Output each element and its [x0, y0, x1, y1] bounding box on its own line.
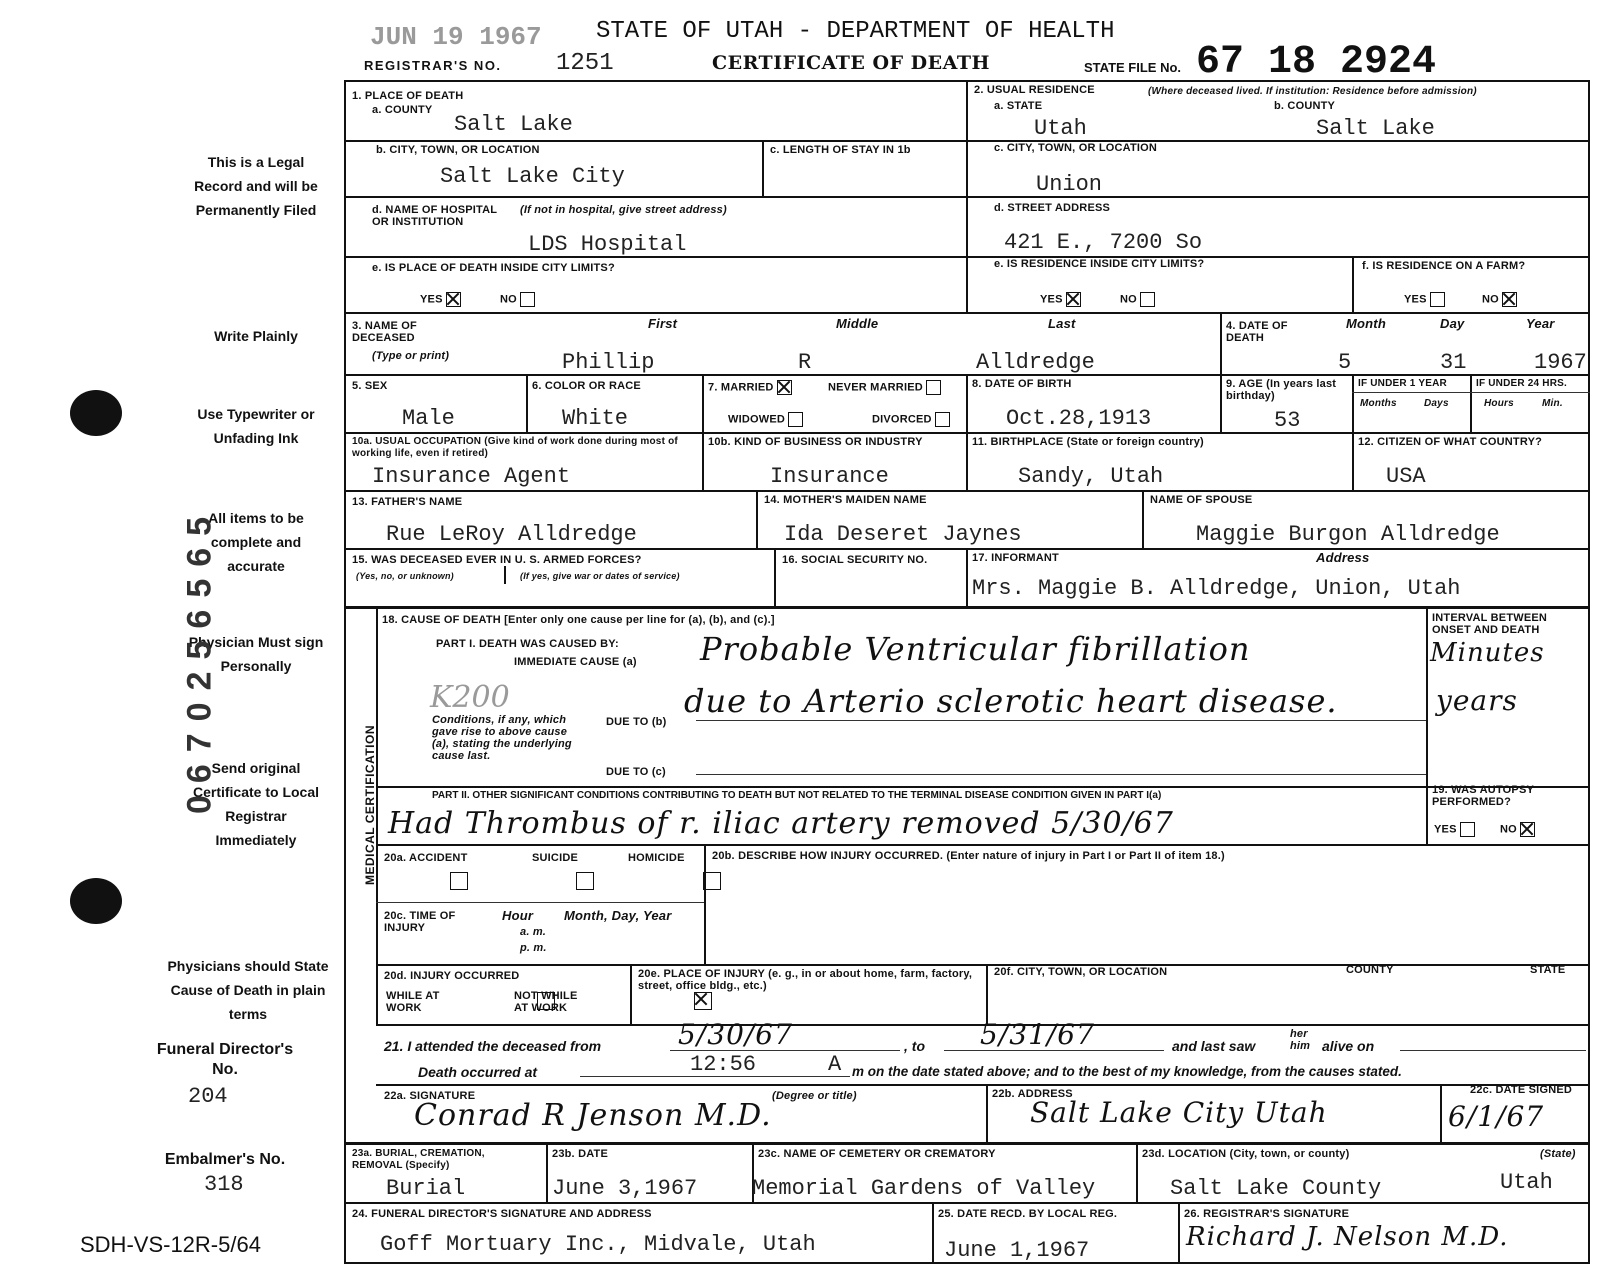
sidebar-embalmer-number: 318 [204, 1172, 244, 1197]
burial-state-value: Utah [1500, 1170, 1553, 1195]
widowed-option: WIDOWED [728, 412, 803, 427]
classification-code: K200 [430, 680, 510, 715]
homicide-label: HOMICIDE [628, 852, 685, 864]
residence-state-label: a. STATE [994, 100, 1043, 112]
death-county-value: Salt Lake [454, 112, 573, 137]
dob-label: 8. DATE OF BIRTH [972, 378, 1072, 390]
date-of-death-label: 4. DATE OF DEATH [1226, 320, 1288, 344]
residence-city-value: Union [1036, 172, 1103, 197]
spouse-value: Maggie Burgon Alldredge [1196, 522, 1500, 547]
divorced-option: DIVORCED [872, 412, 950, 427]
alive-on-label: alive on [1322, 1038, 1375, 1054]
occupation-label: 10a. USUAL OCCUPATION (Give kind of work done during most of working life, even if retired) [352, 436, 678, 459]
residence-county-label: b. COUNTY [1274, 100, 1336, 112]
form-number: SDH-VS-12R-5/64 [80, 1232, 261, 1257]
armed-forces-label: 15. WAS DECEASED EVER IN U. S. ARMED FORCES? [352, 554, 642, 566]
burial-location-label: 23d. LOCATION (City, town, or county) [1142, 1148, 1350, 1160]
autopsy-no: NO [1500, 822, 1535, 837]
sidebar-send-original: Send original Certificate to Local Registrar Immediately [192, 760, 320, 848]
registrar-signature: Richard J. Nelson M.D. [1186, 1222, 1509, 1252]
registrar-signature-label: 26. REGISTRAR'S SIGNATURE [1184, 1208, 1350, 1220]
state-file-label: STATE FILE No. [1084, 60, 1182, 75]
sidebar-complete: All items to be complete and accurate [208, 510, 304, 574]
death-county-label: a. COUNTY [372, 104, 433, 116]
months-label: Months [1360, 398, 1397, 409]
under-24-hrs-label: IF UNDER 24 HRS. [1476, 378, 1567, 389]
mother-value: Ida Deseret Jaynes [784, 522, 1022, 547]
hours-label: Hours [1484, 398, 1514, 409]
residence-county-value: Salt Lake [1316, 116, 1435, 141]
attended-to-value: 5/31/67 [980, 1018, 1095, 1051]
citizen-value: USA [1386, 464, 1426, 489]
occupation-value: Insurance Agent [372, 464, 571, 489]
farm-yes-checkbox[interactable] [1430, 292, 1445, 307]
date-received-label: 25. DATE RECD. BY LOCAL REG. [938, 1208, 1118, 1220]
injury-city-label: 20f. CITY, TOWN, OR LOCATION [994, 966, 1168, 978]
death-inside-limits-label: e. IS PLACE OF DEATH INSIDE CITY LIMITS? [372, 262, 615, 274]
due-to-b-value: due to Arterio sclerotic heart disease. [684, 682, 1338, 720]
birthplace-label: 11. BIRTHPLACE (State or foreign country) [972, 436, 1204, 448]
farm-no-checkbox[interactable] [1502, 292, 1517, 307]
divorced-checkbox[interactable] [935, 412, 950, 427]
immediate-cause-label: IMMEDIATE CAUSE (a) [514, 656, 637, 668]
under-1-year-label: IF UNDER 1 YEAR [1358, 378, 1447, 389]
burial-method-label: 23a. BURIAL, CREMATION, REMOVAL (Specify) [352, 1148, 485, 1171]
burial-date-value: June 3,1967 [552, 1176, 698, 1201]
armed-forces-note-2: (If yes, give war or dates of service) [520, 571, 680, 581]
cemetery-label: 23c. NAME OF CEMETERY OR CREMATORY [758, 1148, 996, 1160]
informant-address-label: Address [1316, 550, 1370, 565]
part1-label: PART I. DEATH WAS CAUSED BY: [436, 638, 619, 650]
residence-inside-no-checkbox[interactable] [1140, 292, 1155, 307]
conditions-label: Conditions, if any, which gave rise to above cause (a), stating the underlying cause last. [432, 714, 572, 762]
sex-label: 5. SEX [352, 380, 388, 392]
farm-no: NO [1482, 292, 1517, 307]
part2-label: PART II. OTHER SIGNIFICANT CONDITIONS CONTRIBUTING TO DEATH BUT NOT RELATED TO THE TERMINAL DISEASE CONDITION GIVEN IN PART I(a) [432, 790, 1162, 801]
dob-value: Oct.28,1913 [1006, 406, 1152, 431]
father-label: 13. FATHER'S NAME [352, 496, 463, 508]
received-stamp: JUN 19 1967 [370, 22, 542, 52]
sidebar-physicians-cause: Physicians should State Cause of Death in plain terms [167, 958, 329, 1022]
hospital-note: (If not in hospital, give street address) [520, 204, 727, 216]
interval-label: INTERVAL BETWEEN ONSET AND DEATH [1432, 612, 1548, 636]
autopsy-yes-checkbox[interactable] [1460, 822, 1475, 837]
first-name-value: Phillip [562, 350, 655, 375]
residence-inside-yes: YES [1040, 292, 1081, 307]
injury-state-label: STATE [1530, 964, 1566, 976]
date-signed-value: 6/1/67 [1448, 1100, 1545, 1133]
residence-note: (Where deceased lived. If institution: Residence before admission) [1148, 86, 1477, 97]
hospital-value: LDS Hospital [528, 232, 687, 257]
sex-value: Male [402, 406, 455, 431]
residence-street-label: d. STREET ADDRESS [994, 202, 1111, 214]
sidebar-legal-record: This is a Legal Record and will be Permanently Filed [194, 154, 318, 218]
death-month-value: 5 [1338, 350, 1352, 375]
ssn-label: 16. SOCIAL SECURITY NO. [782, 554, 928, 566]
attended-from-value: 5/30/67 [678, 1018, 793, 1051]
deceased-name-label: 3. NAME OF DECEASED [352, 320, 417, 344]
her-him-label: her him [1290, 1028, 1311, 1052]
burial-method-value: Burial [386, 1176, 466, 1201]
informant-label: 17. INFORMANT [972, 552, 1059, 564]
place-of-death-label: 1. PLACE OF DEATH [352, 90, 464, 102]
date-signed-label: 22c. DATE SIGNED [1470, 1084, 1573, 1096]
accident-checkbox[interactable] [450, 872, 468, 890]
last-name-label: Last [1048, 316, 1076, 331]
last-name-value: Alldredge [976, 350, 1095, 375]
pm-label: p. m. [520, 942, 547, 954]
cause-of-death-label: 18. CAUSE OF DEATH [Enter only one cause per line for (a), (b), and (c).] [382, 614, 775, 626]
farm-yes: YES [1404, 292, 1445, 307]
residence-city-label: c. CITY, TOWN, OR LOCATION [994, 142, 1158, 154]
medical-certification-vertical: MEDICAL CERTIFICATION [363, 724, 377, 886]
death-city-label: b. CITY, TOWN, OR LOCATION [376, 144, 540, 156]
physician-signature: Conrad R Jenson M.D. [414, 1098, 772, 1133]
never-married-option: NEVER MARRIED [828, 380, 941, 395]
death-city-value: Salt Lake City [440, 164, 625, 189]
attended-label: 21. I attended the deceased from [384, 1038, 602, 1054]
burial-location-value: Salt Lake County [1170, 1176, 1382, 1201]
never-married-checkbox[interactable] [926, 380, 941, 395]
injury-how-label: 20b. DESCRIBE HOW INJURY OCCURRED. (Enter nature of injury in Part I or Part II of item 18.) [712, 850, 1225, 862]
birthplace-value: Sandy, Utah [1018, 464, 1164, 489]
sidebar-funeral-label: Funeral Director's No. [156, 1041, 294, 1078]
spouse-label: NAME OF SPOUSE [1150, 494, 1253, 506]
death-occurred-at-label: Death occurred at [418, 1064, 538, 1080]
injury-occurred-label: 20d. INJURY OCCURRED [384, 970, 520, 982]
certificate-title: CERTIFICATE OF DEATH [712, 52, 990, 74]
hour-label: Hour [502, 908, 534, 923]
place-of-injury-label: 20e. PLACE OF INJURY (e. g., in or about home, farm, factory, street, office bldg., etc.) [638, 968, 973, 992]
residence-label: 2. USUAL RESIDENCE [974, 84, 1095, 96]
armed-forces-note-1: (Yes, no, or unknown) [356, 571, 454, 581]
first-name-label: First [648, 316, 678, 331]
father-value: Rue LeRoy Alldredge [386, 522, 637, 547]
race-value: White [562, 406, 629, 431]
death-inside-no-checkbox[interactable] [520, 292, 535, 307]
signature-label: 22a. SIGNATURE [384, 1090, 476, 1102]
while-at-work-label: WHILE AT WORK [386, 990, 440, 1014]
residence-state-value: Utah [1034, 116, 1087, 141]
length-of-stay-label: c. LENGTH OF STAY IN 1b [770, 144, 911, 156]
physician-address-value: Salt Lake City Utah [1030, 1096, 1328, 1129]
death-month-label: Month [1346, 316, 1386, 331]
death-time-value: 12:56 [690, 1052, 757, 1077]
interval-a-value: Minutes [1430, 638, 1545, 668]
residence-inside-limits-label: e. IS RESIDENCE INSIDE CITY LIMITS? [994, 258, 1205, 270]
autopsy-yes: YES [1434, 822, 1475, 837]
suicide-checkbox[interactable] [576, 872, 594, 890]
residence-inside-yes-checkbox[interactable] [1066, 292, 1081, 307]
sidebar-funeral-number: 204 [188, 1084, 228, 1109]
business-label: 10b. KIND OF BUSINESS OR INDUSTRY [708, 436, 923, 448]
informant-value: Mrs. Maggie B. Alldredge, Union, Utah [972, 576, 1461, 601]
hospital-label: d. NAME OF HOSPITAL OR INSTITUTION [372, 204, 498, 228]
widowed-checkbox[interactable] [788, 412, 803, 427]
registrar-label: REGISTRAR'S NO. [364, 58, 502, 73]
death-day-value: 31 [1440, 350, 1467, 375]
sidebar-typewriter: Use Typewriter or Unfading Ink [197, 406, 315, 446]
death-day-label: Day [1440, 316, 1465, 331]
due-to-b-label: DUE TO (b) [606, 716, 667, 728]
department-title: STATE OF UTAH - DEPARTMENT OF HEALTH [596, 18, 1115, 45]
death-inside-yes-checkbox[interactable] [446, 292, 461, 307]
age-label: 9. AGE (In years last birthday) [1226, 378, 1337, 402]
accident-label: 20a. ACCIDENT [384, 852, 468, 864]
death-year-value: 1967 [1534, 350, 1587, 375]
time-of-injury-label: 20c. TIME OF INJURY [384, 910, 456, 934]
suicide-label: SUICIDE [532, 852, 579, 864]
sidebar-write-plainly: Write Plainly [214, 328, 298, 344]
physician-address-label: 22b. ADDRESS [992, 1088, 1073, 1100]
citizen-label: 12. CITIZEN OF WHAT COUNTRY? [1358, 436, 1543, 448]
vertical-file-number: 0670256565 [180, 504, 219, 815]
middle-name-label: Middle [836, 316, 879, 331]
death-inside-yes: YES [420, 292, 461, 307]
married-option: 7. MARRIED [708, 380, 792, 395]
married-checkbox[interactable] [777, 380, 792, 395]
interval-b-value: years [1436, 684, 1518, 717]
state-file-number: 67 18 2924 [1196, 40, 1437, 85]
death-year-label: Year [1526, 316, 1555, 331]
business-value: Insurance [770, 464, 889, 489]
autopsy-no-checkbox[interactable] [1520, 822, 1535, 837]
death-inside-no: NO [500, 292, 535, 307]
race-label: 6. COLOR OR RACE [532, 380, 641, 392]
burial-date-label: 23b. DATE [552, 1148, 608, 1160]
sidebar-physician-sign: Physician Must sign Personally [188, 634, 324, 674]
due-to-c-label: DUE TO (c) [606, 766, 666, 778]
homicide-checkbox[interactable] [703, 872, 721, 890]
death-ampm-value: A [828, 1052, 842, 1077]
residence-street-value: 421 E., 7200 So [1004, 230, 1203, 255]
deceased-name-note: (Type or print) [372, 350, 450, 362]
farm-label: f. IS RESIDENCE ON A FARM? [1362, 260, 1526, 272]
middle-name-value: R [798, 350, 812, 375]
burial-state-label: (State) [1540, 1148, 1576, 1160]
funeral-director-label: 24. FUNERAL DIRECTOR'S SIGNATURE AND ADDRESS [352, 1208, 652, 1220]
autopsy-label: 19. WAS AUTOPSY PERFORMED? [1432, 784, 1534, 808]
sidebar-embalmer-label: Embalmer's No. [164, 1151, 286, 1168]
cemetery-value: Memorial Gardens of Valley [752, 1176, 1096, 1201]
part2-value: Had Thrombus of r. iliac artery removed 5/30/67 [388, 806, 1174, 841]
certification-statement: m on the date stated above; and to the best of my knowledge, from the causes stated. [852, 1064, 1402, 1079]
to-label: , to [904, 1038, 925, 1054]
age-value: 53 [1274, 408, 1301, 433]
days-label: Days [1424, 398, 1449, 409]
punch-hole-top [70, 390, 122, 436]
not-while-at-work-label: NOT WHILE AT WORK [514, 990, 578, 1014]
not-while-at-work-checkbox[interactable] [694, 992, 712, 1010]
mother-label: 14. MOTHER'S MAIDEN NAME [764, 494, 927, 506]
residence-inside-no: NO [1120, 292, 1155, 307]
funeral-director-value: Goff Mortuary Inc., Midvale, Utah [380, 1232, 816, 1257]
immediate-cause-value: Probable Ventricular fibrillation [700, 630, 1251, 668]
month-day-year-label: Month, Day, Year [564, 908, 672, 923]
date-received-value: June 1,1967 [944, 1238, 1090, 1263]
injury-county-label: COUNTY [1346, 964, 1394, 976]
punch-hole-bottom [70, 878, 122, 924]
degree-label: (Degree or title) [772, 1090, 857, 1102]
min-label: Min. [1542, 398, 1563, 409]
last-saw-label: and last saw [1172, 1038, 1256, 1054]
am-label: a. m. [520, 926, 547, 938]
registrar-number: 1251 [556, 50, 614, 77]
